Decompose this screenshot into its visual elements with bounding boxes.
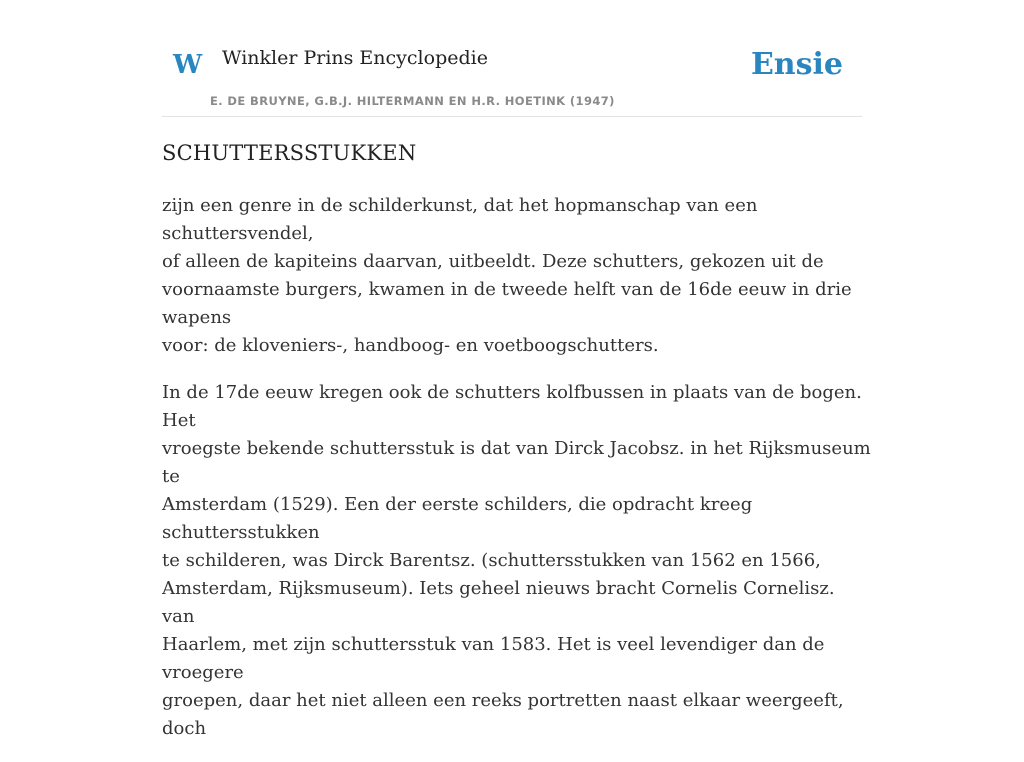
ensie-logo-link[interactable]: Ensie bbox=[750, 47, 843, 82]
publication-title[interactable]: Winkler Prins Encyclopedie bbox=[222, 47, 488, 69]
page-header bbox=[162, 0, 862, 117]
winkler-prins-logo[interactable]: W bbox=[173, 50, 203, 80]
entry-title: SCHUTTERSSTUKKEN bbox=[162, 141, 417, 165]
publication-authors: E. DE BRUYNE, G.B.J. HILTERMANN EN H.R. HOETINK (1947) bbox=[210, 94, 615, 108]
article-paragraph: In de 17de eeuw kregen ook de schutters kolfbussen in plaats van de bogen. Het vroegste bekende schuttersstuk is dat van Dirck Jacobsz. in het Rijksmuseum te Amsterdam (1529). Een der eerste schilders, die opdracht kreeg schuttersstukken te schilderen, was Dirck Barentsz. (schuttersstukken van 1562 en 1566, Amsterdam, Rijksmuseum). Iets geheel nieuws bracht Cornelis Cornelisz. van Haarlem, met zijn schuttersstuk van 1583. Het is veel levendiger dan de vroegere groepen, daar het niet alleen een reeks portretten naast elkaar weergeeft, doch bbox=[162, 382, 871, 739]
article-body bbox=[162, 192, 872, 762]
article-paragraph: zijn een genre in de schilderkunst, dat het hopmanschap van een schuttersvendel, of alleen de kapiteins daarvan, uitbeeldt. Deze schutters, gekozen uit de voornaamste burgers, kwamen in de tweede helft van de 16de eeuw in drie wapens voor: de kloveniers-, handboog- en voetboogschutters. bbox=[162, 195, 852, 356]
